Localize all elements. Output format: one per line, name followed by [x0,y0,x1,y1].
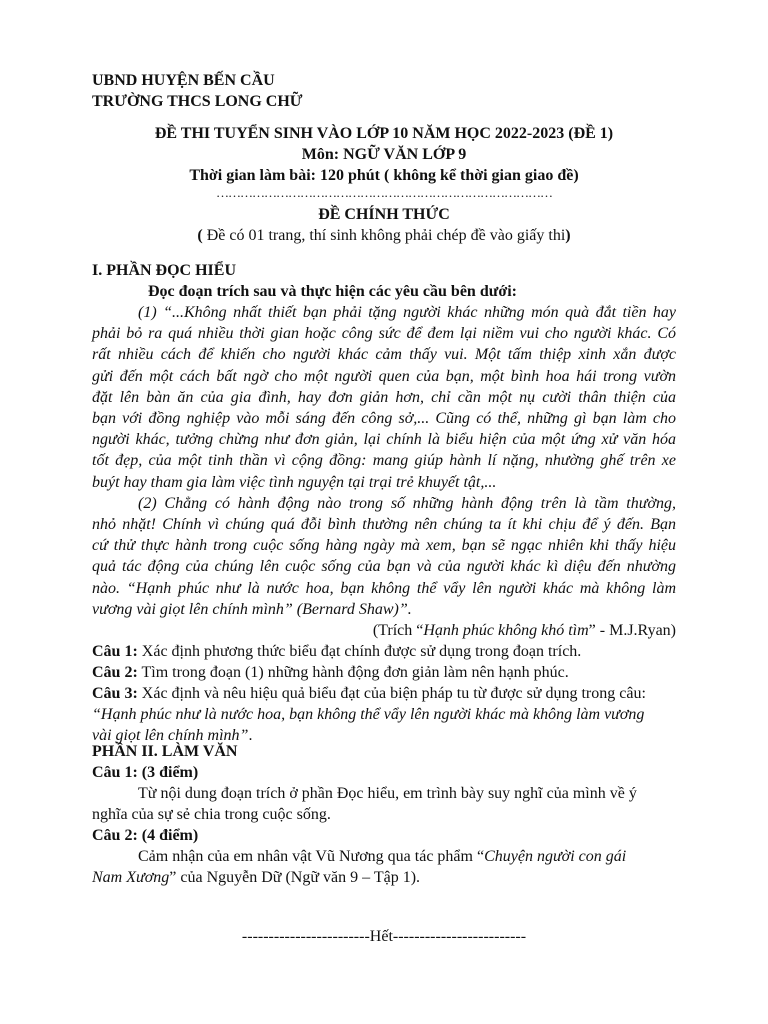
c2-prefix: Cảm nhận của em nhân vật Vũ Nương qua tác phẩm “ [138,848,485,865]
passage-line: gửi đến một cách bất ngờ cho một người quen của bạn, một bình hoa hái trong vườn [92,367,676,385]
c2-title-part-2: Nam Xương [92,869,170,886]
header [92,70,676,112]
q1-text: Xác định phương thức biểu đạt chính được sử dụng trong đoạn trích. [137,643,582,661]
end-marker: ------------------------Hết------------------------- [241,928,527,945]
part1-instruction: Đọc đoạn trích sau và thực hiện các yêu cầu bên dưới: [148,283,517,300]
q2-label: Câu 2: [92,664,138,682]
note-close: ) [565,227,571,244]
c2-line-1 [92,846,676,867]
passage-line: (2) Chẳng có hành động nào trong số những hành động trên là tầm thường, [138,494,676,512]
question-3 [92,683,676,704]
passage-line: đặt lên bàn ăn của gia đình, hay đơn giản hơn, chỉ cần một nụ cười thân thiện của [92,388,676,406]
passage-line: vương vài giọt lên chính mình” (Bernard Shaw)”. [92,600,412,618]
q3-label: Câu 3: [92,685,138,703]
passage-line: nhỏ nhặt! Chính vì chúng quá đỗi bình thường nên chúng ta ít khi chịu để ý đến. Bạn [92,516,676,534]
exam-time: Thời gian làm bài: 120 phút ( không kể thời gian giao đề) [189,167,579,184]
passage-line: phải bỏ ra quá nhiều thời gian hoặc công sức để đem lại niềm vui cho người khác. Có [92,325,676,343]
part1-heading: I. PHẦN ĐỌC HIỂU [92,262,237,279]
citation-title: Hạnh phúc không khó tìm [423,622,589,640]
citation-prefix: (Trích “ [372,622,424,640]
footer [92,926,676,947]
c2-title-part-1: Chuyện người con gái [484,848,627,865]
c2-line-2 [92,867,676,888]
passage-paragraph-1 [92,302,676,493]
exam-subject: Môn: NGỮ VĂN LỚP 9 [301,146,467,163]
part2-heading: PHẦN II. LÀM VĂN [92,743,238,760]
exam-title: ĐỀ THI TUYỂN SINH VÀO LỚP 10 NĂM HỌC 2022-2023 (ĐỀ 1) [154,125,614,142]
school-name: TRƯỜNG THCS LONG CHỮ [92,93,303,110]
q1-label: Câu 1: [92,643,138,661]
passage-line: người khác, tưởng chừng như đơn giản, lại chính là biểu hiện của một ứng xử văn hóa [92,431,676,449]
dotted-divider: ………………………………………………………………………… [216,185,552,200]
official-label: ĐỀ CHÍNH THỨC [318,206,450,223]
part-writing [92,741,676,888]
note-open: ( [197,227,207,244]
passage-line: nào. “Hạnh phúc như là nước hoa, bạn không thể vẩy lên người khác mà không làm [92,579,676,597]
c1-label: Câu 1: (3 điểm) [92,764,199,781]
passage-line: quả tác động của chúng lên cuộc sống của bạn và của người khác kì diệu đến nhường [92,558,676,576]
c2-label: Câu 2: (4 điểm) [92,827,199,844]
c1-line-1: Từ nội dung đoạn trích ở phần Đọc hiểu, em trình bày suy nghĩ của mình về ý [138,785,637,802]
question-1 [92,641,676,662]
exam-title-block [62,123,706,246]
q3-quote-end: . [248,727,253,745]
note-text: Đề có 01 trang, thí sinh không phải chép đề vào giấy thi [206,227,566,244]
passage-line: rất nhiều cách để khiến cho người khác cảm thấy vui. Một tấm thiệp xinh xắn được [92,346,676,364]
exam-note [62,225,706,246]
passage-line: bạn với đồng nghiệp vào mỗi sáng đến công sở,... Cũng có thể, những gì bạn làm cho [92,410,676,428]
citation-suffix: ” - M.J.Ryan) [588,622,676,640]
passage-line: tốt đẹp, của một tinh thần vì cộng đồng: mang giúp hành lí nặng, nhường ghế trên xe [92,452,676,470]
citation [92,620,676,641]
part-reading [92,260,676,746]
passage-paragraph-2 [92,493,676,620]
q3-quote-line-1: “Hạnh phúc như là nước hoa, bạn không thể vẩy lên người khác mà không làm vương [92,706,645,724]
c2-suffix: ” của Nguyễn Dữ (Ngữ văn 9 – Tập 1). [169,869,421,886]
q3-text: Xác định và nêu hiệu quả biểu đạt của biện pháp tu từ được sử dụng trong câu: [137,685,646,703]
org-name: UBND HUYỆN BẾN CẦU [92,72,275,89]
q3-quote-text: vài giọt lên chính mình” [92,727,249,745]
question-2 [92,662,676,683]
passage-line: (1) “...Không nhất thiết bạn phải tặng người khác những món quà đắt tiền hay [138,304,676,321]
c1-line-2: nghĩa của sự sẻ chia trong cuộc sống. [92,806,331,823]
q2-text: Tìm trong đoạn (1) những hành động đơn giản làm nên hạnh phúc. [137,664,569,682]
passage-line: cứ thử thực hành trong cuộc sống hàng ngày mà xem, bạn sẽ ngạc nhiên khi thấy hiệu [92,537,676,555]
passage-line: buýt hay tham gia làm việc tình nguyện tại trại trẻ khuyết tật,... [92,473,497,491]
